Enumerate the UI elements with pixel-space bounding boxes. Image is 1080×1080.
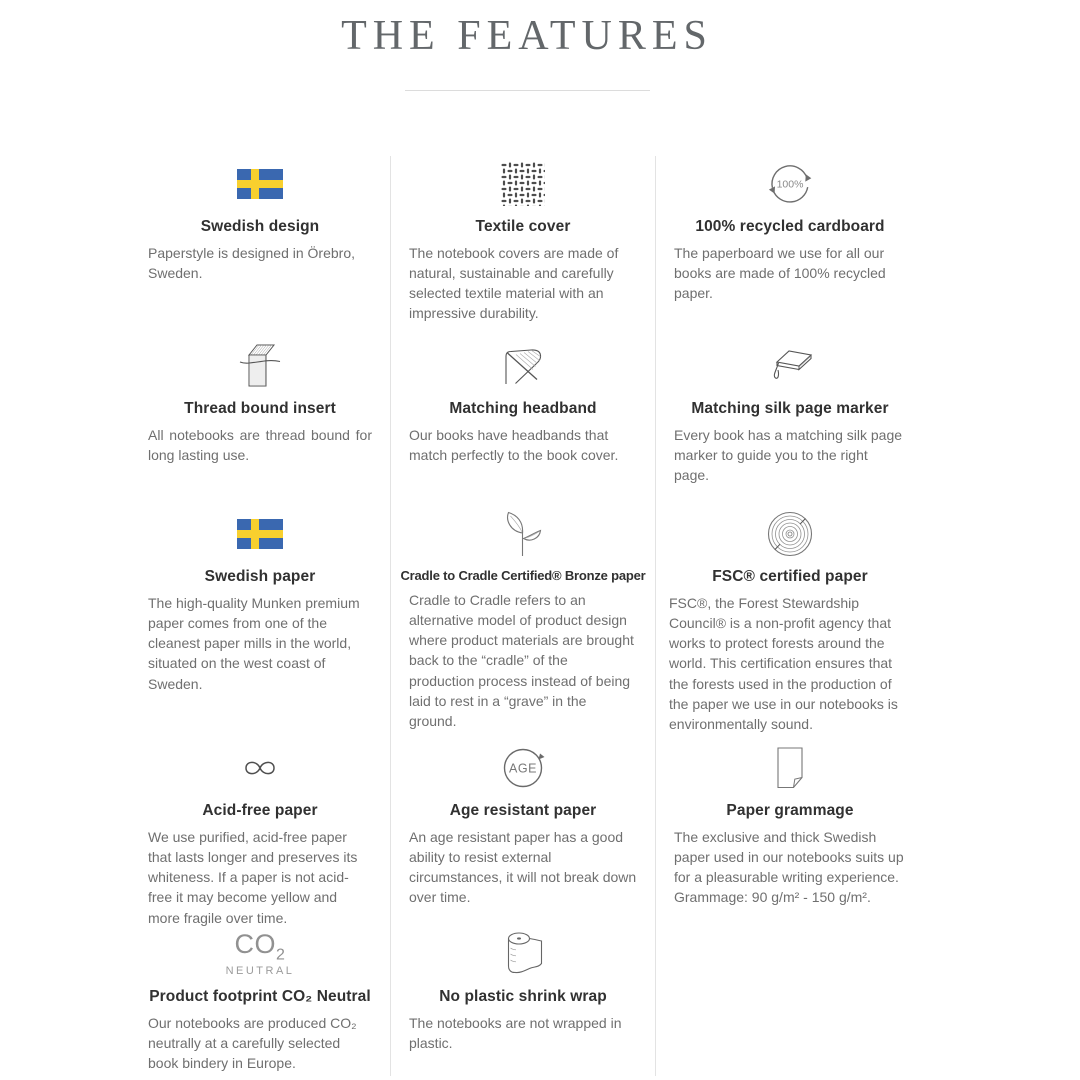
sweden-flag-icon <box>130 160 390 208</box>
feature-description: The notebooks are not wrapped in plastic. <box>409 1015 622 1052</box>
feature-description: Cradle to Cradle refers to an alternative model of product design where product materials are brought back to the “cradle” of the production process instead of being laid to rest in a “grave” in the ground. <box>409 592 634 729</box>
feature-cradle-to-cradle <box>390 506 656 740</box>
feature-description: The notebook covers are made of natural, sustainable and carefully selected textile material with an impressive durability. <box>409 245 619 322</box>
feature-age-resistant-paper <box>390 740 656 926</box>
feature-description: The exclusive and thick Swedish paper used in our notebooks suits up for a pleasurable writing experience. Grammage: 90 g/m² - 150 g/m². <box>674 829 904 906</box>
feature-swedish-paper <box>130 506 390 740</box>
svg-text:AGE: AGE <box>509 761 537 776</box>
paper-sheet-icon <box>656 744 924 792</box>
feature-heading: 100% recycled cardboard <box>695 218 885 235</box>
feature-textile-cover <box>390 156 656 338</box>
feature-description: All notebooks are thread bound for long lasting use. <box>148 427 372 464</box>
sprout-leaves-icon <box>391 510 655 558</box>
feature-description: An age resistant paper has a good ability to resist external circumstances, it will not break down over time. <box>409 829 637 906</box>
feature-matching-headband <box>390 338 656 506</box>
feature-acid-free-paper <box>130 740 390 926</box>
feature-heading: Acid-free paper <box>202 802 318 819</box>
book-ribbon-icon <box>656 342 924 390</box>
features-grid <box>130 156 924 1076</box>
feature-heading: No plastic shrink wrap <box>439 988 607 1005</box>
feature-heading: Age resistant paper <box>449 802 597 819</box>
book-corner-icon <box>391 342 655 390</box>
recycle-100-icon <box>656 160 924 208</box>
feature-heading: Cradle to Cradle Certified® Bronze paper <box>400 568 646 583</box>
feature-matching-silk-page-marker <box>656 338 924 506</box>
feature-heading: Matching headband <box>449 400 597 417</box>
feature-swedish-design <box>130 156 390 338</box>
sweden-flag-icon <box>130 510 390 558</box>
feature-description: The paperboard we use for all our books are made of 100% recycled paper. <box>674 245 886 302</box>
feature-description: Our notebooks are produced CO₂ neutrally at a carefully selected book bindery in Europe. <box>148 1015 357 1072</box>
feature-fsc-certified-paper <box>656 506 924 740</box>
feature-description: FSC®, the Forest Stewardship Council® is a non-profit agency that works to protect forests around the world. This certification ensures that the forests used in the production of the paper we use in our notebooks is environmentally sound. <box>669 595 898 732</box>
feature-heading: Paper grammage <box>726 802 854 819</box>
feature-thread-bound-insert <box>130 338 390 506</box>
co2-neutral-icon: $CO_2$ NEUTRAL <box>225 928 295 978</box>
tree-rings-icon <box>656 510 924 558</box>
feature-recycled-cardboard <box>656 156 924 338</box>
plastic-roll-icon <box>391 930 655 978</box>
feature-co2-neutral <box>130 926 390 1076</box>
textile-weave-icon <box>391 160 655 208</box>
feature-heading: Swedish design <box>200 218 320 235</box>
feature-heading: Product footprint CO₂ Neutral <box>149 988 371 1005</box>
thread-bound-book-icon <box>130 342 390 390</box>
feature-heading: Thread bound insert <box>184 400 336 417</box>
feature-heading: FSC® certified paper <box>712 568 868 585</box>
infinity-icon <box>130 744 390 792</box>
feature-heading: Textile cover <box>475 218 571 235</box>
feature-heading: Matching silk page marker <box>691 400 889 417</box>
empty-cell <box>656 926 924 1076</box>
feature-description: Our books have headbands that match perfectly to the book cover. <box>409 427 619 464</box>
feature-paper-grammage <box>656 740 924 926</box>
feature-description: Paperstyle is designed in Örebro, Sweden. <box>148 245 355 282</box>
title-divider <box>405 90 650 91</box>
feature-description: The high-quality Munken premium paper comes from one of the cleanest paper mills in the world, situated on the west coast of Sweden. <box>148 595 360 692</box>
feature-heading: Swedish paper <box>204 568 316 585</box>
feature-description: Every book has a matching silk page marker to guide you to the right page. <box>674 427 903 484</box>
svg-text:100%: 100% <box>776 178 804 191</box>
feature-no-plastic-shrink-wrap <box>390 926 656 1076</box>
age-circle-icon <box>391 744 655 792</box>
feature-description: We use purified, acid-free paper that lasts longer and preserves its whiteness. If a paper is not acid-free it may become yellow and more fragile over time. <box>148 829 358 926</box>
page-title: THE FEATURES <box>341 13 713 59</box>
